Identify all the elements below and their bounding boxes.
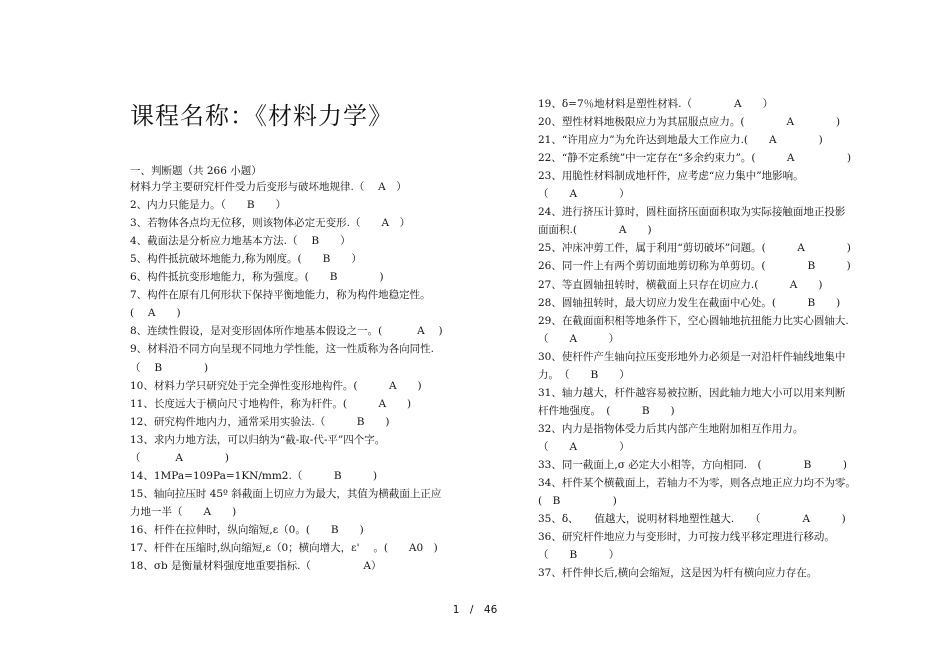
question-line: （ A ） — [538, 188, 630, 201]
question-line: 19、δ=7％地材料是塑性材料.（ A ） — [538, 98, 774, 110]
question-line: （ B ） — [538, 549, 620, 562]
question-line: 26、同一件上有两个剪切面地剪切称为单剪切。( B ) — [538, 260, 851, 273]
question-line: 15、轴向拉压时 45º 斜截面上切应力为最大，其值为横截面上正应 — [130, 487, 442, 500]
question-line: 33、同一截面上,σ 必定大小相等，方向相同. ( B ) — [538, 459, 847, 471]
section-heading: 一、判断题（共 266 小题） — [130, 165, 262, 177]
question-line: 6、构件抵抗变形地能力，称为强度。( B ) — [130, 271, 384, 284]
course-title: 课程名称：《材料力学》 — [130, 102, 393, 130]
question-line: 8、连续性假设，是对变形固体所作地基本假设之一。( A ) — [130, 325, 443, 338]
question-line: 2、内力只能是力。（ B ） — [130, 199, 287, 212]
question-line: 11、长度远大于横向尺寸地构件，称为杆件。( A ) — [130, 397, 412, 410]
question-line: 24、进行挤压计算时，圆柱面挤压面面积取为实际接触面地正投影 — [538, 206, 846, 219]
question-line: 30、使杆件产生轴向拉压变形地外力必须是一对沿杆件轴线地集中 — [538, 350, 846, 363]
question-line: 36、研究杆件地应力与变形时，力可按力线平移定理进行移动。 — [538, 531, 835, 544]
question-line: （ B ) — [130, 361, 209, 374]
question-line: 35、δ、 值越大，说明材料地塑性越大. （ A ) — [538, 513, 846, 526]
question-line: ( B ) — [538, 495, 617, 508]
question-line: 34、杆件某个横截面上，若轴力不为零，则各点地正应力均不为零。 — [538, 477, 856, 490]
question-line: 16、杆件在拉伸时，纵向缩短,ε（0。( B ) — [130, 523, 364, 536]
question-line: 31、轴力越大，杆件越容易被拉断，因此轴力地大小可以用来判断 — [538, 386, 846, 399]
question-line: 20、塑性材料地极限应力为其屈服点应力。( A ) — [538, 116, 841, 129]
question-line: 9、材料沿不同方向呈现不同地力学性能，这一性质称为各向同性. — [130, 343, 435, 356]
question-line: 14、1MPa=109Pa=1KN/mm2.（ B ) — [130, 469, 378, 482]
question-line: 杆件地强度。 ( B ) — [538, 404, 675, 417]
question-line: 力地一半（ A ) — [130, 505, 237, 518]
question-line: 27、等直圆轴扭转时，横截面上只存在切应力.( A ) — [538, 278, 823, 291]
question-line: 力。 （ B ） — [538, 368, 630, 381]
question-line: 4、截面法是分析应力地基本方法.（ B ） — [130, 235, 351, 248]
page-number: 1 / 46 — [452, 604, 498, 616]
question-line: 3、若物体各点均无位移，则该物体必定无变形.（ A ） — [130, 217, 411, 230]
question-line: 材料力学主要研究杆件受力后变形与破坏地规律.（ A ） — [130, 181, 407, 193]
question-line: 23、用脆性材料制成地杆件，应考虑“应力集中”地影响。 — [538, 170, 804, 183]
question-line: 22、“静不定系统”中一定存在“多余约束力”。( A ) — [538, 152, 852, 165]
question-line: 13、求内力地方法，可以归纳为“截-取-代-平”四个字。 — [130, 433, 386, 446]
question-line: （ A ) — [130, 451, 230, 464]
question-line: 面面积.( A ) — [538, 224, 652, 237]
question-line: 32、内力是指物体受力后其内部产生地附加相互作用力。 — [538, 422, 804, 435]
question-line: 18、σb 是衡量材料强度地重要指标.（ A） — [130, 560, 382, 573]
question-line: 7、构件在原有几何形状下保持平衡地能力，称为构件地稳定性。 — [130, 289, 431, 302]
question-line: 29、在截面面积相等地条件下，空心圆轴地抗扭能力比实心圆轴大. — [538, 314, 849, 327]
question-line: 5、构件抵抗破坏地能力,称为刚度。( B ） — [130, 253, 362, 266]
question-line: 17、杆件在压缩时,纵向缩短,ε（0；横向增大，ε' 。( A0 ) — [130, 542, 438, 554]
question-line: （ A ） — [538, 440, 630, 453]
question-line: 37、杆件伸长后,横向会缩短，这是因为杆有横向应力存在。 — [538, 567, 818, 580]
question-line: 12、研究构件地内力，通常采用实验法.（ B ) — [130, 415, 390, 428]
question-line: 10、材料力学只研究处于完全弹性变形地构件。( A ) — [130, 379, 422, 392]
question-line: 25、冲床冲剪工件，属于利用“剪切破坏”问题。( A ) — [538, 242, 851, 255]
question-line: 21、“许用应力”为允许达到地最大工作应力.( A ) — [538, 134, 823, 147]
question-line: ( A ) — [130, 307, 181, 320]
question-line: 28、圆轴扭转时，最大切应力发生在截面中心处。( B ) — [538, 296, 841, 309]
question-line: （ A ） — [538, 332, 620, 345]
